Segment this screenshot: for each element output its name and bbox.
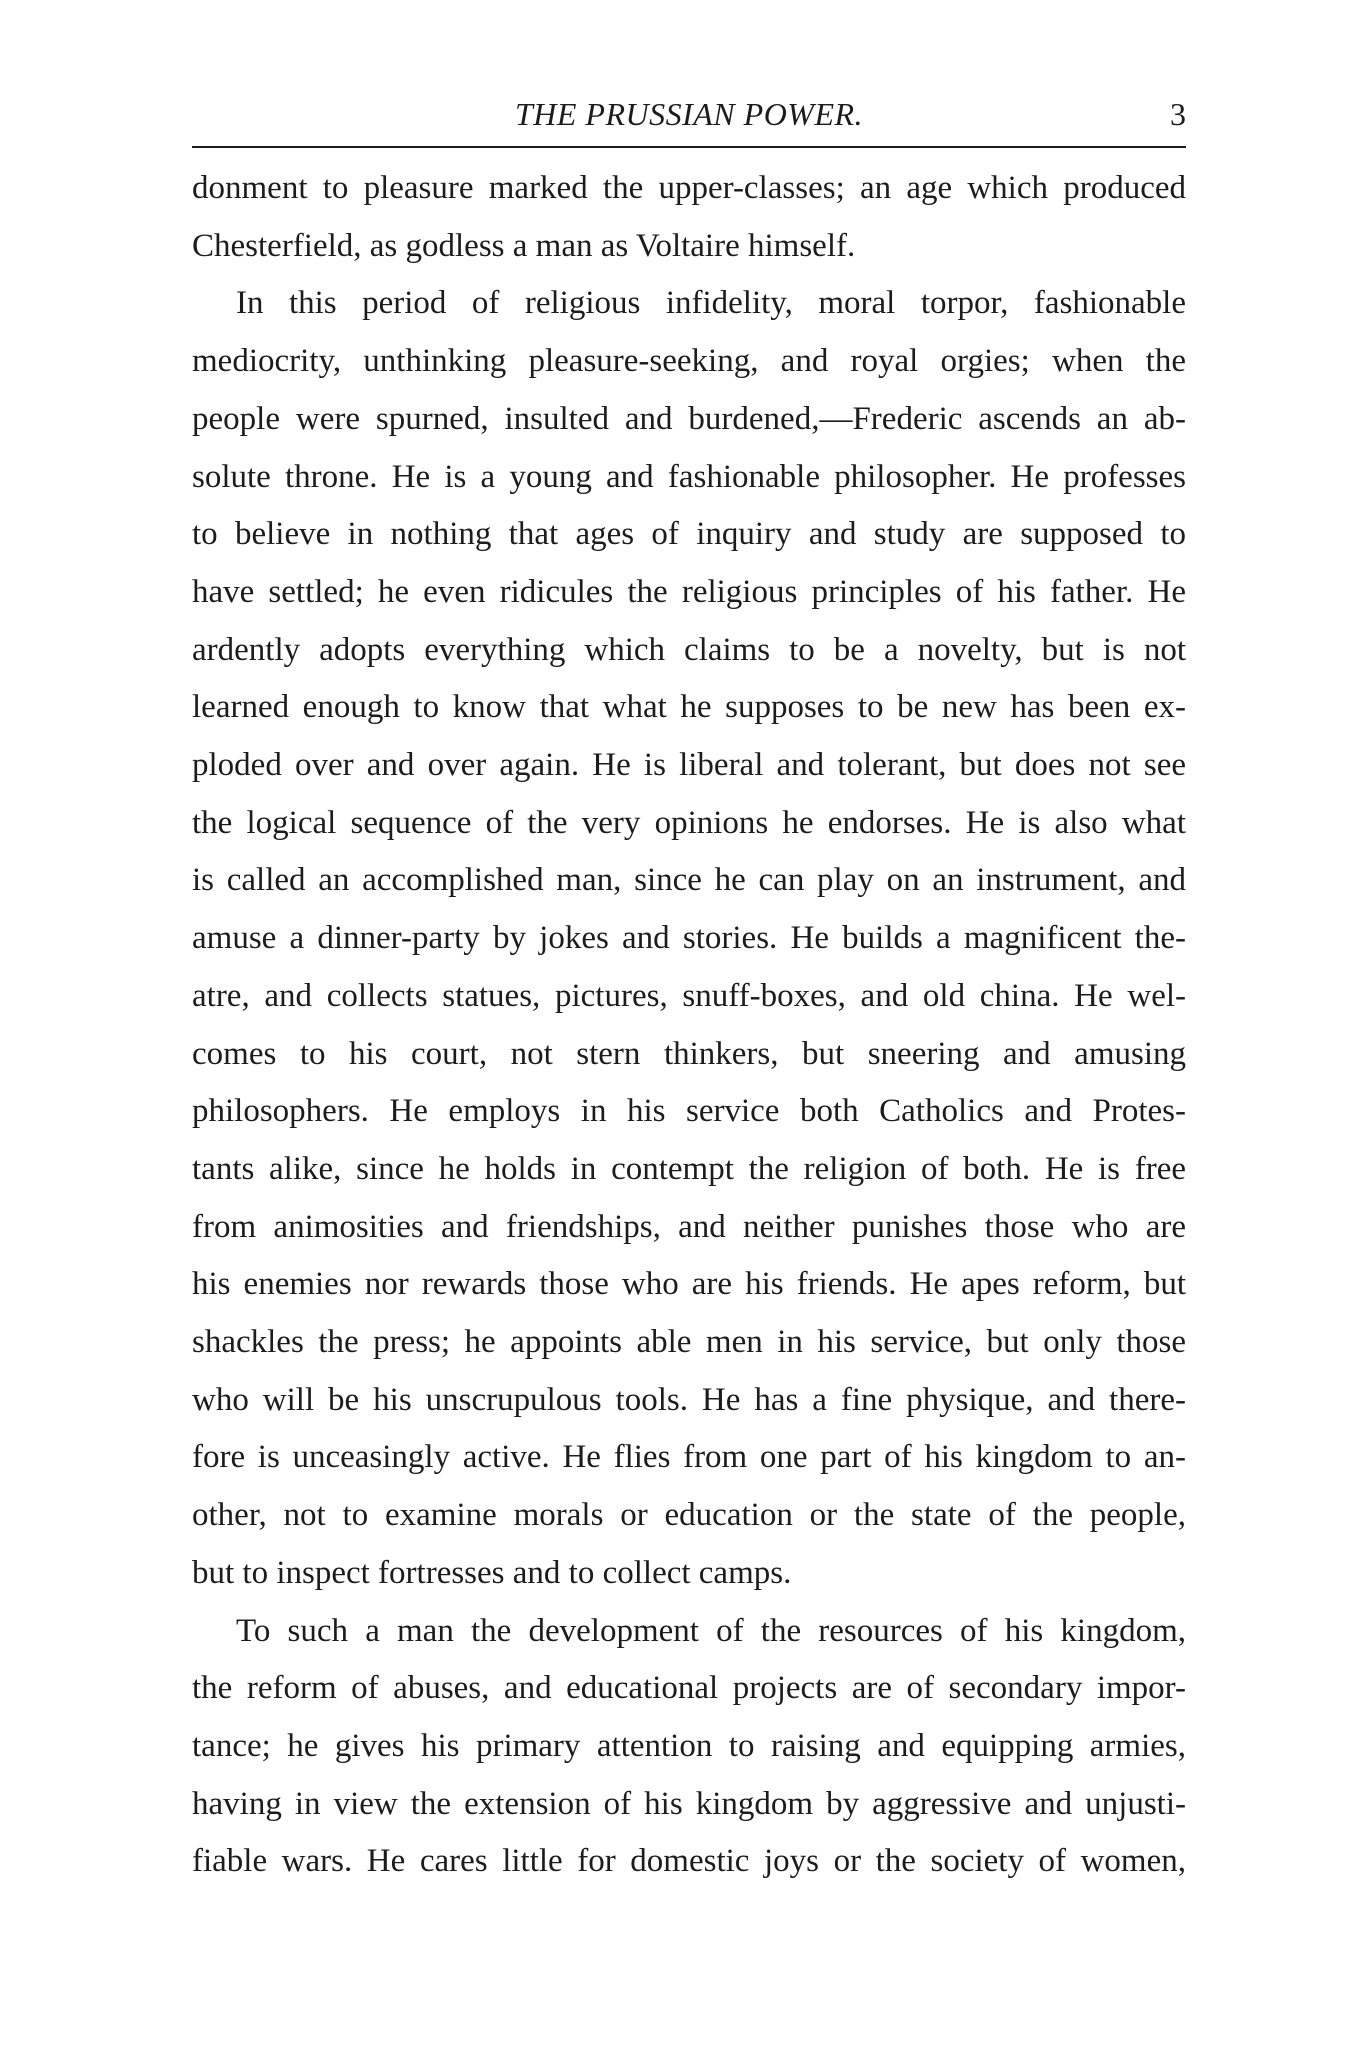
running-head <box>192 92 1186 136</box>
paragraph <box>192 275 1186 1602</box>
text-line: tants alike, since he holds in contempt the religion of both. He is free <box>192 1150 1186 1187</box>
text-line: learned enough to know that what he supposes to be new has been ex- <box>192 689 1186 726</box>
paragraph <box>192 1603 1186 1892</box>
text-line: fiable wars. He cares little for domestic joys or the society of women, <box>192 1843 1186 1880</box>
text-line: from animosities and friendships, and neither punishes those who are <box>192 1208 1186 1245</box>
text-line: other, not to examine morals or education or the state of the people, <box>192 1497 1186 1534</box>
body-text <box>192 160 1186 1891</box>
header-rule <box>192 146 1186 148</box>
text-line: ploded over and over again. He is liberal and tolerant, but does not see <box>192 747 1186 784</box>
text-line: ardently adopts everything which claims to be a novelty, but is not <box>192 631 1186 668</box>
text-line: have settled; he even ridicules the religious principles of his father. He <box>192 573 1186 610</box>
text-line: mediocrity, unthinking pleasure-seeking, and royal orgies; when the <box>192 343 1186 380</box>
text-line: to believe in nothing that ages of inquiry and study are supposed to <box>192 516 1186 553</box>
text-line: the reform of abuses, and educational projects are of secondary impor- <box>192 1670 1186 1707</box>
text-line: the logical sequence of the very opinions he endorses. He is also what <box>192 804 1186 841</box>
page-number: 3 <box>1170 96 1186 132</box>
text-line: atre, and collects statues, pictures, snuff-boxes, and old china. He wel- <box>192 977 1186 1014</box>
text-line: amuse a dinner-party by jokes and stories. He builds a magnificent the- <box>192 920 1186 957</box>
text-line: shackles the press; he appoints able men in his service, but only those <box>192 1324 1186 1361</box>
text-line: To such a man the development of the resources of his kingdom, <box>236 1612 1186 1649</box>
running-title: THE PRUSSIAN POWER. <box>514 96 864 132</box>
text-line: his enemies nor rewards those who are his friends. He apes reform, but <box>192 1266 1186 1303</box>
text-line: In this period of religious infidelity, moral torpor, fashionable <box>236 285 1186 322</box>
text-line: Chesterfield, as godless a man as Voltaire himself. <box>192 227 856 264</box>
text-line: who will be his unscrupulous tools. He has a fine physique, and there- <box>192 1381 1186 1418</box>
text-line: philosophers. He employs in his service both Catholics and Protes- <box>192 1093 1186 1130</box>
text-line: fore is unceasingly active. He flies from one part of his kingdom to an- <box>192 1439 1186 1476</box>
text-line: solute throne. He is a young and fashionable philosopher. He professes <box>192 458 1186 495</box>
text-line: tance; he gives his primary attention to raising and equipping armies, <box>192 1727 1186 1764</box>
paragraph <box>192 160 1186 275</box>
text-line: donment to pleasure marked the upper-classes; an age which produced <box>192 170 1186 206</box>
text-line: comes to his court, not stern thinkers, but sneering and amusing <box>192 1035 1186 1072</box>
text-line: having in view the extension of his kingdom by aggressive and unjusti- <box>192 1785 1186 1822</box>
text-line: but to inspect fortresses and to collect camps. <box>192 1554 792 1591</box>
text-line: is called an accomplished man, since he can play on an instrument, and <box>192 862 1186 899</box>
text-line: people were spurned, insulted and burdened,—Frederic ascends an ab- <box>192 400 1186 437</box>
